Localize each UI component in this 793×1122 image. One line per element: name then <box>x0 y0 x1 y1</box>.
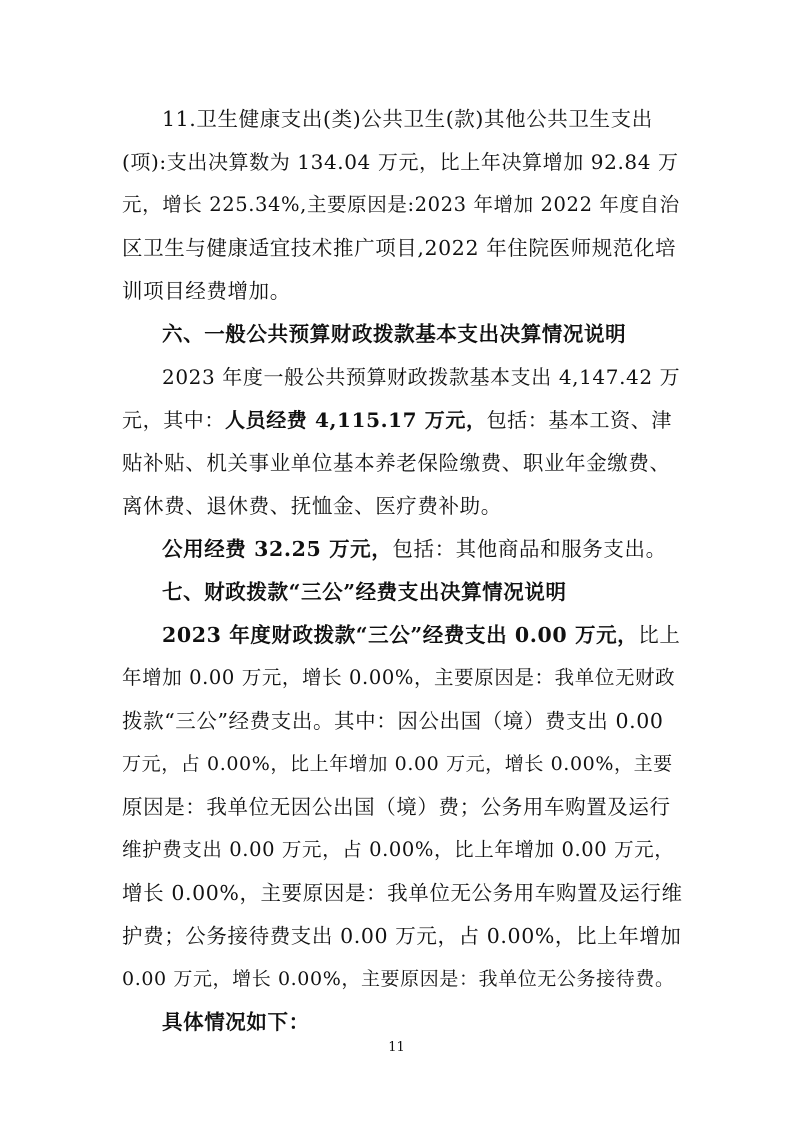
section7-line8: 护费；公务接待费支出 0.00 万元，占 0.00%，比上年增加 <box>122 924 682 948</box>
section7-line9: 0.00 万元，增长 0.00%，主要原因是：我单位无公务接待费。 <box>122 968 675 990</box>
details-heading: 具体情况如下： <box>162 1010 310 1034</box>
item11-line1: 11.卫生健康支出(类)公共卫生(款)其他公共卫生支出 <box>162 107 653 131</box>
section6-heading: 六、一般公共预算财政拨款基本支出决算情况说明 <box>162 322 627 346</box>
section7-line7: 增长 0.00%，主要原因是：我单位无公务用车购置及运行维 <box>122 881 683 905</box>
section7-line1-tail: 比上 <box>638 623 681 647</box>
public-expense-amount: 公用经费 32.25 万元， <box>162 537 393 561</box>
item11-line2: (项):支出决算数为 134.04 万元，比上年决算增加 92.84 万 <box>122 150 679 174</box>
item11-line3: 元，增长 225.34%,主要原因是:2023 年增加 2022 年度自治 <box>122 193 680 216</box>
personnel-expense-amount: 人员经费 4,115.17 万元， <box>225 408 487 432</box>
section7-line3: 拨款“三公”经费支出。其中：因公出国（境）费支出 0.00 <box>122 709 664 733</box>
item11-line4: 区卫生与健康适宜技术推广项目,2022 年住院医师规范化培 <box>122 236 677 260</box>
section7-line4: 万元，占 0.00%，比上年增加 0.00 万元，增长 0.00%，主要 <box>122 753 673 775</box>
section6-para1-line2 <box>122 408 682 432</box>
section6-para2 <box>162 537 682 561</box>
item11-line5: 训项目经费增加。 <box>122 279 291 303</box>
section6-para1-line1: 2023 年度一般公共预算财政拨款基本支出 4,147.42 万 <box>162 365 681 389</box>
section7-heading: 七、财政拨款“三公”经费支出决算情况说明 <box>162 580 567 604</box>
section6-para2-text: 包括：其他商品和服务支出。 <box>392 537 667 561</box>
section7-line1 <box>162 623 682 647</box>
section6-para1-line2-part-c: 包括：基本工资、津 <box>486 408 672 432</box>
section6-para1-line3: 贴补贴、机关事业单位基本养老保险缴费、职业年金缴费、 <box>122 451 671 475</box>
page-number: 11 <box>388 1040 405 1055</box>
section6-para1-line2-part-a: 元，其中： <box>122 408 225 432</box>
section7-line6: 维护费支出 0.00 万元，占 0.00%，比上年增加 0.00 万元， <box>122 838 675 861</box>
three-public-expense-total: 2023 年度财政拨款“三公”经费支出 0.00 万元， <box>162 623 639 647</box>
section7-line2: 年增加 0.00 万元，增长 0.00%，主要原因是：我单位无财政 <box>122 666 676 689</box>
section6-para1-line4: 离休费、退休费、抚恤金、医疗费补助。 <box>122 494 502 518</box>
section7-line5: 原因是：我单位无因公出国（境）费；公务用车购置及运行 <box>122 795 671 819</box>
